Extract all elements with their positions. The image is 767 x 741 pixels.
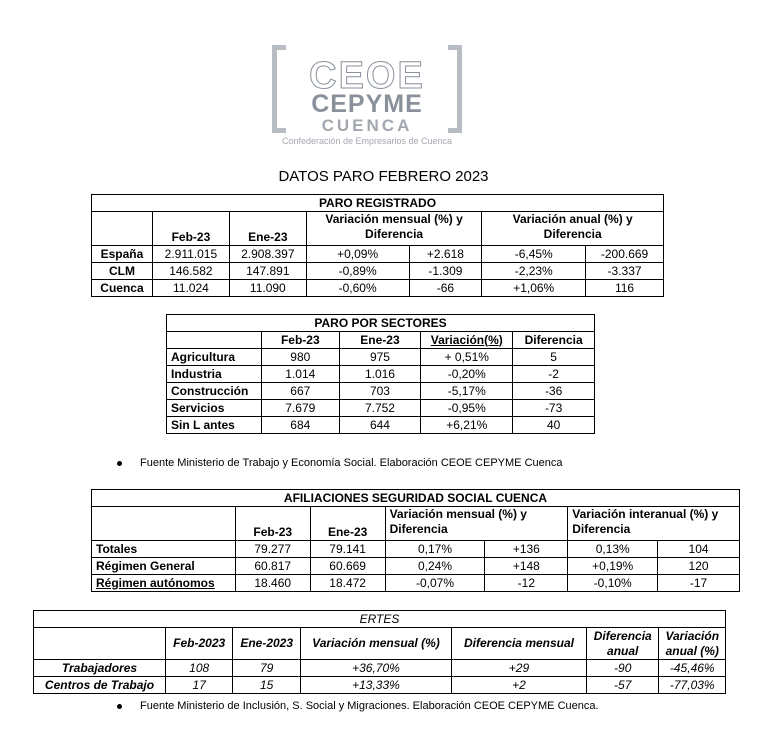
table-cell: -2: [513, 366, 595, 383]
source-note: [117, 700, 599, 712]
logo-line-4: Confederación de Empresarios de Cuenca: [281, 136, 453, 146]
table-cell: 684: [261, 417, 339, 434]
table-cell: 0,13%: [568, 541, 658, 558]
table-cell: 79.277: [235, 541, 310, 558]
table-cell: 79: [233, 660, 300, 677]
table-cell: 1.014: [261, 366, 339, 383]
empty-header-cell: [92, 507, 236, 541]
table-cell: 147.891: [229, 263, 306, 280]
table-row: [92, 263, 664, 280]
column-header: Feb-23: [152, 212, 229, 246]
column-header: Variación mensual (%) y Diferencia: [385, 507, 568, 541]
table-cell: 2.908.397: [229, 246, 306, 263]
table-cell: -0,95%: [421, 400, 513, 417]
row-label: España: [92, 246, 153, 263]
table-cell: -90: [586, 660, 659, 677]
table-cell: +2: [452, 677, 587, 694]
table-cell: 980: [261, 349, 339, 366]
table-row: [167, 349, 595, 366]
table-cell: 703: [339, 383, 421, 400]
table-cell: -0,20%: [421, 366, 513, 383]
source-note-text: Fuente Ministerio de Inclusión, S. Social y Migraciones. Elaboración CEOE CEPYME Cuenca.: [140, 700, 599, 712]
column-header: Ene-23: [310, 507, 385, 541]
table-row: [167, 417, 595, 434]
table-cell: +2.618: [409, 246, 482, 263]
table-row: [92, 280, 664, 297]
table-cell: 40: [513, 417, 595, 434]
table-cell: 667: [261, 383, 339, 400]
empty-header-cell: [92, 212, 153, 246]
table-title: AFILIACIONES SEGURIDAD SOCIAL CUENCA: [92, 490, 740, 507]
table-cell: 116: [586, 280, 664, 297]
row-label: CLM: [92, 263, 153, 280]
column-header: Variación anual (%): [659, 628, 726, 660]
table-cell: -2,23%: [482, 263, 586, 280]
table-cell: 146.582: [152, 263, 229, 280]
table-cell: +136: [485, 541, 568, 558]
table-cell: -3.337: [586, 263, 664, 280]
table-cell: 120: [658, 558, 740, 575]
table-cell: 7.752: [339, 400, 421, 417]
table-cell: -1.309: [409, 263, 482, 280]
table-cell: +6,21%: [421, 417, 513, 434]
table-row: [34, 660, 726, 677]
table-cell: -0,10%: [568, 575, 658, 592]
column-header: Feb-23: [235, 507, 310, 541]
table-cell: 2.911.015: [152, 246, 229, 263]
ertes-table: [33, 610, 726, 694]
source-note-text: Fuente Ministerio de Trabajo y Economía Social. Elaboración CEOE CEPYME Cuenca: [140, 457, 563, 469]
empty-header-cell: [167, 332, 262, 349]
bullet-icon: [117, 461, 122, 466]
row-label: Trabajadores: [34, 660, 166, 677]
table-cell: -0,07%: [385, 575, 485, 592]
row-label: Régimen General: [92, 558, 236, 575]
table-cell: -17: [658, 575, 740, 592]
table-cell: +1,06%: [482, 280, 586, 297]
ceoe-cepyme-logo: [272, 45, 462, 145]
row-label: Servicios: [167, 400, 262, 417]
column-header: Variación(%): [421, 332, 513, 349]
table-cell: -200.669: [586, 246, 664, 263]
table-cell: 60.817: [235, 558, 310, 575]
table-cell: +0,09%: [306, 246, 409, 263]
table-cell: 0,17%: [385, 541, 485, 558]
table-cell: -6,45%: [482, 246, 586, 263]
column-header: Ene-23: [229, 212, 306, 246]
table-row: [167, 366, 595, 383]
table-row: [92, 541, 740, 558]
table-cell: -36: [513, 383, 595, 400]
table-cell: -57: [586, 677, 659, 694]
table-cell: 0,24%: [385, 558, 485, 575]
column-header: Feb-23: [261, 332, 339, 349]
table-title: PARO POR SECTORES: [167, 315, 595, 332]
table-cell: 5: [513, 349, 595, 366]
afiliaciones-table: [91, 489, 740, 592]
row-label: Centros de Trabajo: [34, 677, 166, 694]
table-cell: + 0,51%: [421, 349, 513, 366]
source-note: [117, 457, 562, 469]
table-cell: 18.460: [235, 575, 310, 592]
table-cell: -0,60%: [306, 280, 409, 297]
paro-sectores-table: [166, 314, 595, 434]
row-label: Construcción: [167, 383, 262, 400]
table-cell: 60.669: [310, 558, 385, 575]
column-header: Variación mensual (%) y Diferencia: [306, 212, 482, 246]
table-cell: +148: [485, 558, 568, 575]
row-label: Régimen autónomos: [92, 575, 236, 592]
column-header: Ene-2023: [233, 628, 300, 660]
table-row: [167, 400, 595, 417]
table-cell: 18.472: [310, 575, 385, 592]
table-cell: 1.016: [339, 366, 421, 383]
table-cell: 11.024: [152, 280, 229, 297]
document-title: DATOS PARO FEBRERO 2023: [278, 168, 489, 185]
logo-line-2: CEPYME: [311, 90, 423, 118]
table-cell: +29: [452, 660, 587, 677]
table-cell: +36,70%: [300, 660, 451, 677]
empty-header-cell: [34, 628, 166, 660]
logo-line-3: CUENCA: [321, 116, 413, 135]
table-cell: 975: [339, 349, 421, 366]
table-cell: 15: [233, 677, 300, 694]
column-header: Diferencia mensual: [452, 628, 587, 660]
table-title: PARO REGISTRADO: [92, 195, 664, 212]
table-cell: 11.090: [229, 280, 306, 297]
column-header: Variación mensual (%): [300, 628, 451, 660]
column-header: Variación interanual (%) y Diferencia: [568, 507, 740, 541]
row-label: Agricultura: [167, 349, 262, 366]
table-row: [34, 677, 726, 694]
table-row: [92, 558, 740, 575]
column-header: Variación anual (%) y Diferencia: [482, 212, 664, 246]
table-cell: -0,89%: [306, 263, 409, 280]
table-cell: -45,46%: [659, 660, 726, 677]
table-cell: -5,17%: [421, 383, 513, 400]
column-header: Feb-2023: [165, 628, 232, 660]
table-cell: +0,19%: [568, 558, 658, 575]
table-cell: 79.141: [310, 541, 385, 558]
table-cell: -66: [409, 280, 482, 297]
table-cell: 644: [339, 417, 421, 434]
column-header: Diferencia: [513, 332, 595, 349]
column-header: Diferencia anual: [586, 628, 659, 660]
table-cell: 7.679: [261, 400, 339, 417]
table-cell: -73: [513, 400, 595, 417]
table-cell: 108: [165, 660, 232, 677]
table-row: [92, 575, 740, 592]
row-label: Sin L antes: [167, 417, 262, 434]
table-cell: +13,33%: [300, 677, 451, 694]
row-label: Cuenca: [92, 280, 153, 297]
table-cell: 17: [165, 677, 232, 694]
paro-registrado-table: [91, 194, 664, 297]
row-label: Industria: [167, 366, 262, 383]
table-row: [92, 246, 664, 263]
bullet-icon: [117, 704, 122, 709]
table-cell: -12: [485, 575, 568, 592]
table-title: ERTES: [34, 611, 726, 628]
logo-line-1: CEOE: [309, 55, 425, 97]
table-cell: -77,03%: [659, 677, 726, 694]
table-cell: 104: [658, 541, 740, 558]
table-row: [167, 383, 595, 400]
row-label: Totales: [92, 541, 236, 558]
column-header: Ene-23: [339, 332, 421, 349]
